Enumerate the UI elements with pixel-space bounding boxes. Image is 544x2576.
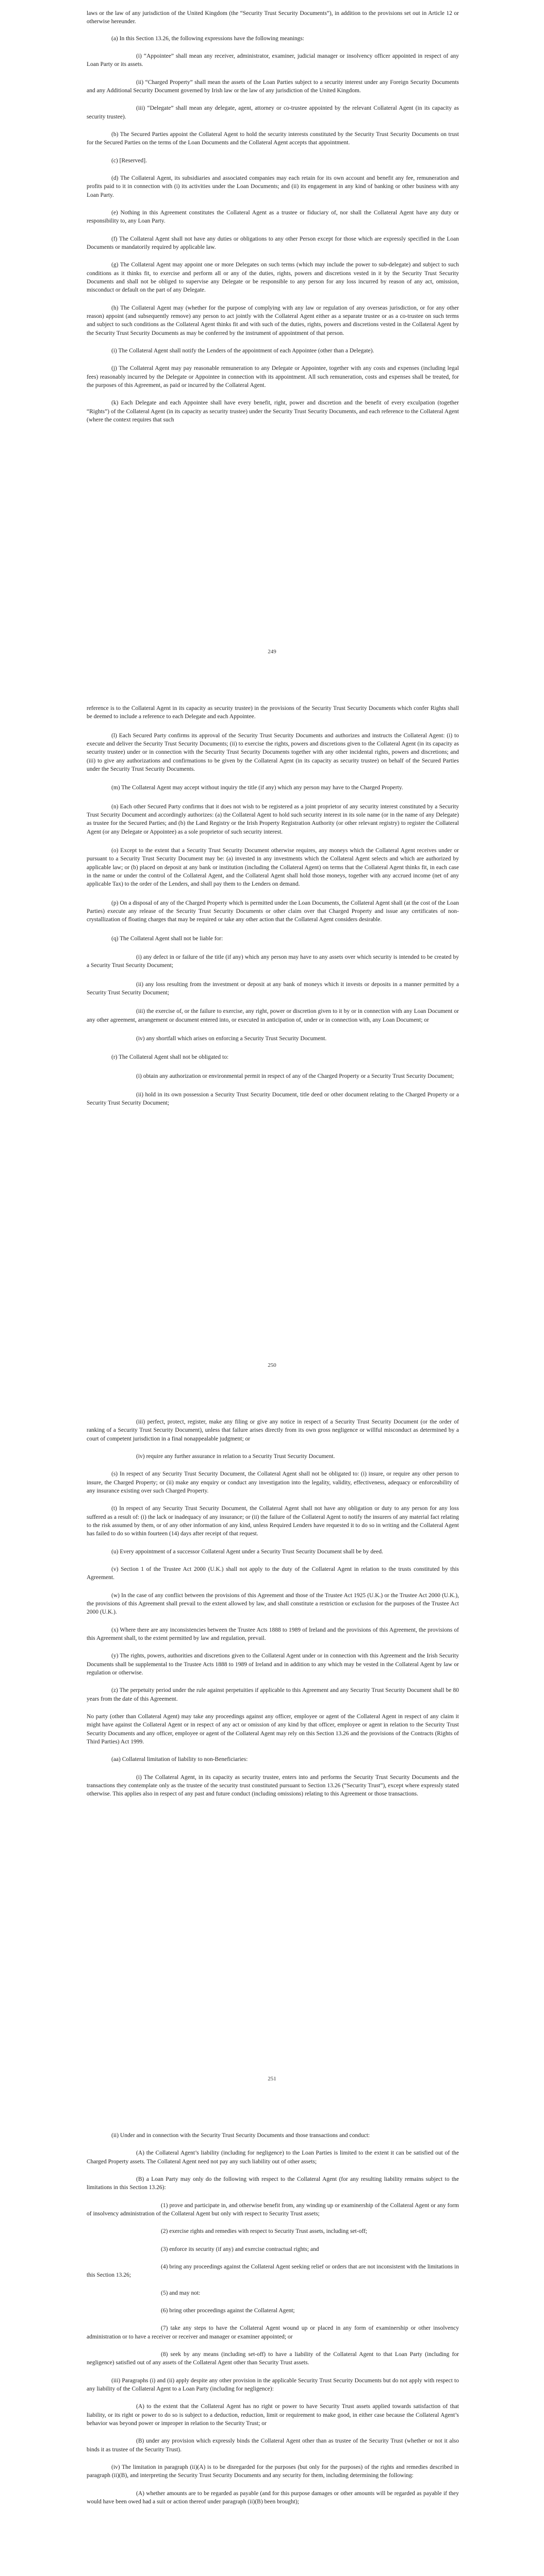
paragraph: (1) prove and participate in, and otherwise benefit from, any winding up or examinership of the Collateral Agent or any form of insolvency administration of the Collateral Agent but only with respect to Security Trust assets; [87, 2202, 459, 2217]
paragraph: (8) seek by any means (including set-off) to have a liability of the Collateral Agent to that Loan Party (including for negligence) satisfied out of any assets of the Collateral Agent other than Security Trust assets. [87, 2351, 459, 2366]
paragraph: (b) The Secured Parties appoint the Collateral Agent to hold the security interests constituted by the Security Trust Security Documents on trust for the Secured Parties on the terms of the Loan Documents and the Collateral Agent accepts that appointment. [87, 131, 459, 146]
definition-appointee: (i) “Appointee” shall mean any receiver, administrator, examiner, judicial manager or insolvency officer appointed in respect of any Loan Party or its assets. [87, 53, 459, 68]
paragraph: (i) any defect in or failure of the title (if any) which any person may have to any assets over which security is intended to be created by a Security Trust Security Document; [87, 954, 459, 969]
paragraph: (A) to the extent that the Collateral Agent has no right or power to have Security Trust assets applied towards satisfaction of that liability, or its right or power to do so is subject to a deduction, reduction, limit or requirement to make good, in either case because the Collateral Agent’s behavior was beyond power or improper in relation to the Security Trust; or [87, 2403, 459, 2427]
page-number: 250 [268, 1362, 276, 1368]
paragraph: (ii) Under and in connection with the Security Trust Security Documents and those transactions and conduct: [111, 2132, 370, 2139]
paragraph: (ii) hold in its own possession a Security Trust Security Document, title deed or other document relating to the Charged Property or a Security Trust Security Document; [87, 1091, 459, 1107]
paragraph: (ii) any loss resulting from the investment or deposit at any bank of moneys which it invests or deposits in a manner permitted by a Security Trust Security Document; [87, 981, 459, 996]
paragraph: (p) On a disposal of any of the Charged Property which is permitted under the Loan Documents, the Collateral Agent shall (at the cost of the Loan Parties) execute any release of the Security Trust Security Documents or other claim over that Charged Property and issue any certificates of non-crystallization of floating charges that may be required or take any other action that the Collateral Agent considers desirable. [87, 900, 459, 923]
page-number: 249 [268, 649, 276, 655]
paragraph: (a) In this Section 13.26, the following expressions have the following meanings: [111, 35, 305, 42]
page-number: 251 [268, 2076, 276, 2082]
paragraph: (v) Section 1 of the Trustee Act 2000 (U.K.) shall not apply to the duty of the Collateral Agent in relation to the trusts constituted by this Agreement. [87, 1566, 459, 1581]
paragraph: (h) The Collateral Agent may (whether for the purpose of complying with any law or regulation of any overseas jurisdiction, or for any other reason) appoint (and subsequently remove) any person to act jointly with the Collateral Agent either as a separate trustee or as a co-trustee on such terms and subject to such conditions as the Collateral Agent thinks fit and with such of the duties, rights, powers and discretions vested in the Collateral Agent by the Security Trust Security Documents as may be conferred by the instrument of appointment of that person. [87, 304, 459, 336]
paragraph: (y) The rights, powers, authorities and discretions given to the Collateral Agent under or in connection with this Agreement and the Irish Security Documents shall be supplemental to the Trustee Acts 1888 to 1989 of Ireland and in addition to any which may be vested in the Collateral Agent by law or regulation or otherwise. [87, 1653, 459, 1676]
paragraph: (iii) Paragraphs (i) and (ii) apply despite any other provision in the applicable Security Trust Security Documents but do not apply with respect to any liability of the Collateral Agent to a Loan Party (including for negligence): [87, 2377, 459, 2392]
paragraph: (z) The perpetuity period under the rule against perpetuities if applicable to this Agreement and any Security Trust Security Document shall be 80 years from the date of this Agreement. [87, 1687, 459, 1702]
page-content [87, 9, 459, 433]
paragraph: (i) The Collateral Agent, in its capacity as security trustee, enters into and performs the Security Trust Security Documents and the transactions they contemplate only as the trustee of the security trust constituted pursuant to Section 13.26 (“Security Trust”), except where expressly stated otherwise. This applies also in respect of any past and future conduct (including omissions) relating to this Agreement or those transactions. [87, 1774, 459, 1798]
page-251 [0, 1406, 544, 2120]
paragraph: (w) In the case of any conflict between the provisions of this Agreement and those of the Trustee Act 1925 (U.K.) or the Trustee Act 2000 (U.K.), the provisions of this Agreement shall prevail to the extent allowed by law, and shall constitute a restriction or exclusion for the purposes of the Trustee Act 2000 (U.K.). [87, 1592, 459, 1616]
paragraph: (7) take any steps to have the Collateral Agent wound up or placed in any form of examinership or other insolvency administration or to have a receiver or receiver and manager or examiner appointed; or [87, 2325, 459, 2340]
paragraph: (k) Each Delegate and each Appointee shall have every benefit, right, power and discretion and the benefit of every exculpation (together “Rights”) of the Collateral Agent (in its capacity as security trustee) under the Security Trust Security Documents, and each reference to the Collateral Agent (where the context requires that such [87, 400, 459, 423]
paragraph: (iii) perfect, protect, register, make any filing or give any notice in respect of a Security Trust Security Document (or the order of ranking of a Security Trust Security Document), unless that failure arises directly from its own gross negligence or willful misconduct as determined by a court of competent jurisdiction in a final nonappealable judgment; or [87, 1419, 459, 1442]
paragraph: (iv) any shortfall which arises on enforcing a Security Trust Security Document. [136, 1035, 327, 1042]
paragraph: (j) The Collateral Agent may pay reasonable remuneration to any Delegate or Appointee, together with any costs and expenses (including legal fees) reasonably incurred by the Delegate or Appointee in connection with its appointment. All such remuneration, costs and expenses shall be treated, for the purposes of this Agreement, as paid or incurred by the Collateral Agent. [87, 365, 459, 388]
page-249 [0, 0, 544, 693]
paragraph: (3) enforce its security (if any) and exercise contractual rights; and [161, 2246, 319, 2252]
paragraph: (2) exercise rights and remedies with respect to Security Trust assets, including set-off; [161, 2228, 367, 2235]
paragraph: (B) a Loan Party may only do the following with respect to the Collateral Agent (for any resulting liability remains subject to the limitations in this Section 13.26): [87, 2176, 459, 2191]
paragraph: (5) and may not: [161, 2290, 201, 2296]
paragraph: (l) Each Secured Party confirms its approval of the Security Trust Security Documents and authorizes and instructs the Collateral Agent: (i) to execute and deliver the Security Trust Security Documents; (ii) to exercise the rights, powers and discretions given to the Collateral Agent (in its capacity as security trustee) under or in connection with the Security Trust Security Documents together with any other incidental rights, powers and discretions; and (iii) to give any authorizations and confirmations to be given by the Collateral Agent (in its capacity as security trustee) on behalf of the Secured Parties under the Security Trust Security Documents. [87, 732, 459, 772]
paragraph: (6) bring other proceedings against the Collateral Agent; [161, 2307, 295, 2314]
paragraph: (f) The Collateral Agent shall not have any duties or obligations to any other Person except for those which are expressly specified in the Loan Documents or mandatorily required by applicable law. [87, 235, 459, 250]
paragraph: (B) under any provision which expressly binds the Collateral Agent other than as trustee of the Security Trust (whether or not it also binds it as trustee of the Security Trust). [87, 2438, 459, 2453]
paragraph: (4) bring any proceedings against the Collateral Agent seeking relief or orders that are not inconsistent with the limitations in this Section 13.26; [87, 2263, 459, 2279]
paragraph: (i) obtain any authorization or environmental permit in respect of any of the Charged Property or a Security Trust Security Document; [136, 1073, 454, 1079]
definition-delegate: (iii) “Delegate” shall mean any delegate, agent, attorney or co-trustee appointed by the relevant Collateral Agent (in its capacity as security trustee). [87, 105, 459, 120]
definition-charged-property: (ii) “Charged Property” shall mean the assets of the Loan Parties subject to a security interest under any Foreign Security Documents and any Additional Security Document governed by Irish law or the law of any jurisdiction of the United Kingdom. [87, 79, 459, 94]
paragraph: (u) Every appointment of a successor Collateral Agent under a Security Trust Security Document shall be by deed. [111, 1548, 383, 1555]
paragraph: reference is to the Collateral Agent in its capacity as security trustee) in the provisions of the Security Trust Security Documents which confer Rights shall be deemed to include a reference to each Delegate and each Appointee. [87, 705, 459, 720]
paragraph: (q) The Collateral Agent shall not be liable for: [111, 935, 223, 942]
paragraph: (g) The Collateral Agent may appoint one or more Delegates on such terms (which may include the power to sub-delegate) and subject to such conditions as it thinks fit, to exercise and perform all or any of the duties, rights, powers and discretions vested in it by the Security Trust Security Documents and shall not be obliged to supervise any Delegate or be responsible to any person for any loss incurred by reason of any act, omission, misconduct or default on the part of any Delegate. [87, 262, 459, 294]
paragraph: (r) The Collateral Agent shall not be obligated to: [111, 1054, 229, 1061]
paragraph: (c) [Reserved]. [111, 157, 147, 164]
page-250 [0, 693, 544, 1406]
paragraph: (e) Nothing in this Agreement constitutes the Collateral Agent as a trustee or fiduciary of, nor shall the Collateral Agent have any duty or responsibility to, any Loan Party. [87, 209, 459, 225]
paragraph: (m) The Collateral Agent may accept without inquiry the title (if any) which any person may have to the Charged Property. [111, 785, 403, 791]
paragraph: (A) the Collateral Agent’s liability (including for negligence) to the Loan Parties is limited to the extent it can be satisfied out of the Charged Property assets. The Collateral Agent need not pay any such liability out of other assets; [87, 2150, 459, 2165]
paragraph: laws or the law of any jurisdiction of the United Kingdom (the “Security Trust Security Documents”), in addition to the provisions set out in Article 12 or otherwise hereunder. [87, 10, 459, 25]
page-content [87, 2131, 459, 2515]
paragraph: (A) whether amounts are to be regarded as payable (and for this purpose damages or other amounts will be regarded as payable if they would have been owed had a suit or action thereof under paragraph (ii)(B) been brought); [87, 2490, 459, 2505]
paragraph: (o) Except to the extent that a Security Trust Security Document otherwise requires, any moneys which the Collateral Agent receives under or pursuant to a Security Trust Security Document may be: (a) invested in any investments which the Collateral Agent selects and which are authorized by applicable law; or (b) placed on deposit at any bank or institution (including the Collateral Agent) on terms that the Collateral Agent thinks fit, in each case in the name or under the control of the Collateral Agent, and the Collateral Agent shall hold those moneys, together with any accrued income (net of any applicable Tax) to the order of the Lenders, and shall pay them to the Lenders on demand. [87, 847, 459, 888]
paragraph: (i) The Collateral Agent shall notify the Lenders of the appointment of each Appointee (other than a Delegate). [111, 347, 374, 354]
paragraph: (iii) the exercise of, or the failure to exercise, any right, power or discretion given to it by or in connection with any Loan Document or any other agreement, arrangement or document entered into, or executed in anticipation of, under or in connection with, any Loan Document; or [87, 1008, 459, 1023]
page-content [87, 704, 459, 1118]
paragraph: (x) Where there are any inconsistencies between the Trustee Acts 1888 to 1989 of Ireland and the provisions of this Agreement, the provisions of this Agreement shall, to the extent permitted by law and regulation, prevail. [87, 1626, 459, 1641]
paragraph: No party (other than Collateral Agent) may take any proceedings against any officer, employee or agent of the Collateral Agent in respect of any claim it might have against the Collateral Agent or in respect of any act or omission of any kind by that officer, employee or agent in relation to the Security Trust Security Documents and any officer, employee or agent of the Collateral Agent may rely on this Section 13.26 and the provisions of the Contracts (Rights of Third Parties) Act 1999. [87, 1713, 459, 1745]
paragraph: (n) Each other Secured Party confirms that it does not wish to be registered as a joint proprietor of any security interest constituted by a Security Trust Security Document and accordingly authorizes: (a) the Collateral Agent to hold such security interest in its sole name (or in the name of any Delegate) as trustee for the Secured Parties; and (b) the Land Registry or the Irish Property Registration Authority (or other relevant registry) to register the Collateral Agent (or any Delegate or Appointee) as a sole proprietor of such security interest. [87, 803, 459, 835]
paragraph: (d) The Collateral Agent, its subsidiaries and associated companies may each retain for its own account and benefit any fee, remuneration and profits paid to it in connection with (i) its activities under the Loan Documents; and (ii) its engagement in any kind of banking or other business with any Loan Party. [87, 175, 459, 198]
paragraph: (iv) require any further assurance in relation to a Security Trust Security Document. [136, 1453, 335, 1460]
paragraph: (aa) Collateral limitation of liability to non-Beneficiaries: [111, 1756, 248, 1763]
paragraph: (s) In respect of any Security Trust Security Document, the Collateral Agent shall not be obligated to: (i) insure, or require any other person to insure, the Charged Property; or (ii) make any enquiry or conduct any investigation into the legality, validity, effectiveness, adequacy or enforceability of any insurance existing over such Charged Property. [87, 1471, 459, 1494]
page-content [87, 1418, 459, 1808]
page-252 [0, 2120, 544, 2576]
paragraph: (t) In respect of any Security Trust Security Document, the Collateral Agent shall not have any obligation or duty to any person for any loss suffered as a result of: (i) the lack or inadequacy of any insurance; or (ii) the failure of the Collateral Agent to notify the insurers of any material fact relating to the risk assumed by them, or of any other information of any kind, unless Required Lenders have requested it to do so in writing and the Collateral Agent has failed to do so within fourteen (14) days after receipt of that request. [87, 1505, 459, 1537]
paragraph: (iv) The limitation in paragraph (ii)(A) is to be disregarded for the purposes (but only for the purposes) of the rights and remedies described in paragraph (ii)(B), and interpreting the Security Trust Security Documents and any security for them, including determining the following: [87, 2464, 459, 2479]
